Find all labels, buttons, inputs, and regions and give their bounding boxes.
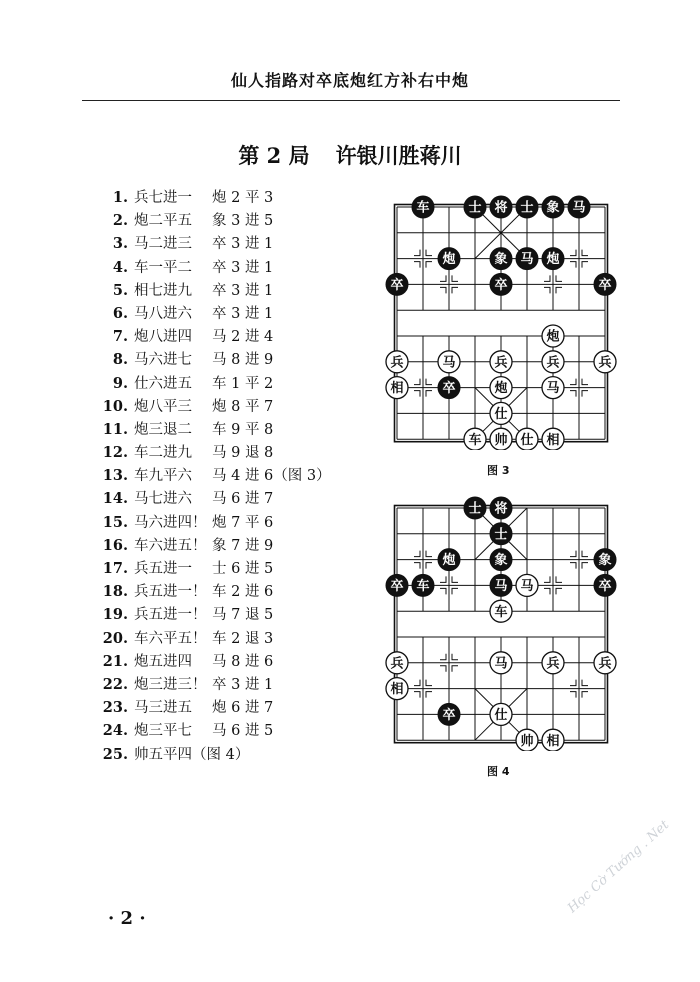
position-marker [452, 275, 458, 281]
position-marker [452, 576, 458, 582]
move-number: 1. [112, 189, 128, 206]
position-marker [582, 551, 588, 557]
black-move: 象 7 进 9 [212, 537, 274, 554]
piece-label: 炮 [546, 252, 560, 268]
black-move: 车 1 平 2 [212, 375, 274, 392]
position-marker [582, 391, 588, 397]
black-piece [490, 497, 512, 519]
piece-label: 马 [494, 579, 508, 594]
position-marker [582, 250, 588, 256]
red-piece [516, 574, 538, 596]
game-players: 许银川胜蒋川 [335, 143, 462, 168]
piece-label: 士 [520, 200, 534, 216]
black-move: 马 6 进 5 [212, 723, 274, 740]
red-move: 兵五进一 [134, 561, 192, 577]
black-move: 马 6 进 7 [212, 491, 274, 508]
move-number: 13. [102, 467, 128, 485]
piece-label: 将 [494, 501, 508, 517]
black-move: 炮 6 进 7 [212, 700, 274, 717]
piece-label: 卒 [442, 708, 456, 723]
position-marker [426, 379, 432, 385]
move-row [100, 348, 331, 371]
piece-label: 卒 [598, 278, 612, 293]
move-row [100, 372, 331, 395]
red-move: 车九平六 [134, 468, 192, 485]
red-move: 炮二平五 [134, 213, 192, 230]
red-piece [542, 428, 564, 450]
piece-label: 兵 [598, 355, 612, 371]
black-piece [542, 248, 564, 270]
piece-label: 将 [494, 200, 508, 216]
position-marker [414, 379, 420, 385]
move-number: 10. [102, 397, 128, 415]
red-piece [542, 377, 564, 399]
position-marker [440, 287, 446, 293]
position-marker [570, 563, 576, 569]
position-marker [544, 287, 550, 293]
running-header: 仙人指路对卒底炮红方补右中炮 [230, 71, 469, 90]
red-move: 兵五进一！ [134, 584, 207, 601]
black-piece [438, 549, 460, 571]
move-row [100, 441, 331, 464]
red-piece [464, 428, 486, 450]
red-move: 马三进五 [134, 700, 192, 717]
red-move: 帅五平四（图 4） [134, 746, 250, 763]
board-diagram-4 [380, 491, 620, 751]
piece-label: 马 [546, 381, 560, 397]
black-move: 卒 3 进 1 [212, 259, 274, 276]
red-move: 马六进四！ [134, 514, 207, 531]
position-marker [556, 275, 562, 281]
position-marker [570, 250, 576, 256]
black-move: 马 9 退 8 [212, 445, 274, 462]
move-row [100, 627, 331, 650]
position-marker [414, 563, 420, 569]
black-move: 卒 3 进 1 [212, 676, 274, 693]
black-piece [438, 377, 460, 399]
piece-label: 帅 [494, 432, 508, 448]
red-move: 车一平二 [134, 259, 192, 276]
board-svg [380, 190, 620, 450]
piece-label: 仕 [520, 432, 534, 448]
position-marker [426, 250, 432, 256]
move-row [100, 743, 331, 766]
black-piece [568, 196, 590, 218]
move-row [100, 511, 331, 534]
move-number: 21. [102, 652, 128, 670]
red-piece [490, 402, 512, 424]
position-marker [544, 275, 550, 281]
black-move: 马 4 进 6（图 3） [212, 468, 331, 485]
move-number: 7. [112, 328, 128, 346]
move-row [100, 279, 331, 302]
move-row [100, 418, 331, 441]
move-row [100, 534, 331, 557]
piece-label: 卒 [494, 278, 508, 293]
move-row [100, 603, 331, 626]
piece-label: 象 [494, 553, 508, 569]
position-marker [570, 379, 576, 385]
piece-label: 兵 [390, 656, 404, 672]
move-number: 3. [112, 235, 128, 253]
red-move: 车六平五！ [134, 630, 207, 647]
red-piece [490, 600, 512, 622]
piece-label: 仕 [494, 407, 508, 422]
black-piece [516, 196, 538, 218]
red-piece [594, 652, 616, 674]
red-move: 相七进九 [134, 282, 192, 299]
move-number: 6. [112, 304, 128, 322]
black-move: 马 8 进 6 [212, 653, 274, 670]
page-number: · 2 · [108, 908, 146, 929]
red-piece [490, 703, 512, 725]
piece-label: 兵 [546, 656, 560, 672]
move-row [100, 256, 331, 279]
position-marker [440, 654, 446, 660]
position-marker [570, 391, 576, 397]
black-piece [464, 497, 486, 519]
black-move: 车 2 退 3 [212, 630, 274, 647]
position-marker [414, 680, 420, 686]
piece-label: 车 [468, 432, 482, 448]
move-number: 8. [112, 351, 128, 369]
red-move: 马六进七 [134, 352, 192, 369]
piece-label: 车 [416, 579, 430, 594]
move-row [100, 487, 331, 510]
black-piece [412, 196, 434, 218]
piece-label: 相 [546, 733, 560, 749]
move-row [100, 557, 331, 580]
move-row [100, 325, 331, 348]
red-piece [490, 652, 512, 674]
watermark: Học Cờ Tướng . Net [565, 817, 673, 917]
game-title [0, 140, 700, 170]
red-move: 马二进三 [134, 236, 192, 253]
position-marker [452, 666, 458, 672]
position-marker [452, 588, 458, 594]
position-marker [414, 250, 420, 256]
red-move: 仕六进五 [134, 375, 192, 392]
piece-label: 卒 [390, 579, 404, 594]
position-marker [452, 654, 458, 660]
move-row [100, 209, 331, 232]
piece-label: 炮 [546, 329, 560, 345]
black-move: 卒 3 进 1 [212, 305, 274, 322]
move-number: 14. [102, 490, 128, 508]
red-move: 炮三平七 [134, 723, 192, 740]
piece-label: 炮 [494, 381, 508, 397]
position-marker [414, 551, 420, 557]
black-move: 车 2 进 6 [212, 584, 274, 601]
move-number: 20. [102, 629, 128, 647]
piece-label: 帅 [520, 733, 534, 749]
black-piece [516, 248, 538, 270]
piece-label: 象 [494, 252, 508, 268]
position-marker [426, 262, 432, 268]
position-marker [570, 262, 576, 268]
position-marker [556, 287, 562, 293]
black-piece [490, 574, 512, 596]
red-piece [438, 351, 460, 373]
black-piece [490, 549, 512, 571]
move-number: 19. [102, 606, 128, 624]
board-svg [380, 491, 620, 751]
board-diagram-3 [380, 190, 620, 450]
piece-label: 炮 [442, 553, 456, 569]
move-row [100, 696, 331, 719]
piece-label: 马 [494, 656, 508, 672]
black-move: 马 8 进 9 [212, 352, 274, 369]
red-piece [542, 351, 564, 373]
black-piece [542, 196, 564, 218]
black-piece [490, 196, 512, 218]
piece-label: 卒 [598, 579, 612, 594]
piece-label: 象 [598, 553, 612, 569]
move-number: 12. [102, 444, 128, 462]
red-piece [490, 377, 512, 399]
move-number: 22. [102, 675, 128, 693]
position-marker [426, 680, 432, 686]
position-marker [426, 551, 432, 557]
piece-label: 士 [494, 527, 508, 543]
red-move: 炮五进四 [134, 653, 192, 670]
red-piece [594, 351, 616, 373]
position-marker [440, 666, 446, 672]
piece-label: 相 [390, 682, 404, 698]
piece-label: 士 [468, 200, 482, 216]
position-marker [582, 379, 588, 385]
move-list [100, 186, 331, 766]
piece-label: 相 [546, 432, 560, 448]
move-number: 2. [112, 212, 128, 230]
piece-label: 兵 [494, 355, 508, 371]
move-number: 23. [102, 699, 128, 717]
move-number: 24. [102, 722, 128, 740]
black-move: 车 9 平 8 [212, 421, 274, 438]
red-move: 炮三退二 [134, 421, 192, 438]
red-piece [386, 377, 408, 399]
black-piece [490, 248, 512, 270]
black-piece [412, 574, 434, 596]
red-move: 炮三进三！ [134, 676, 207, 693]
piece-label: 仕 [494, 708, 508, 723]
black-move: 炮 8 平 7 [212, 398, 274, 415]
red-piece [542, 729, 564, 751]
red-move: 车二进九 [134, 445, 192, 462]
move-row [100, 302, 331, 325]
red-move: 兵七进一 [134, 190, 192, 206]
move-row [100, 232, 331, 255]
move-row [100, 186, 331, 209]
move-row [100, 719, 331, 742]
position-marker [582, 692, 588, 698]
red-move: 马七进六 [134, 491, 192, 508]
game-number: 第 2 局 [238, 143, 310, 168]
move-number: 9. [112, 374, 128, 392]
red-piece [516, 428, 538, 450]
piece-label: 车 [416, 200, 430, 216]
black-move: 卒 3 进 1 [212, 236, 274, 253]
black-piece [386, 574, 408, 596]
black-piece [438, 703, 460, 725]
piece-label: 兵 [546, 355, 560, 371]
piece-label: 兵 [598, 656, 612, 672]
black-piece [594, 574, 616, 596]
position-marker [570, 680, 576, 686]
piece-label: 马 [572, 200, 586, 216]
black-piece [386, 273, 408, 295]
board-caption: 图 4 [487, 765, 510, 778]
black-piece [464, 196, 486, 218]
black-piece [594, 549, 616, 571]
move-row [100, 650, 331, 673]
board-caption: 图 3 [487, 464, 510, 477]
black-move: 马 2 进 4 [212, 329, 274, 346]
position-marker [544, 576, 550, 582]
red-piece [542, 652, 564, 674]
black-piece [490, 273, 512, 295]
move-row [100, 673, 331, 696]
black-move: 马 7 退 5 [212, 607, 274, 624]
red-piece [386, 678, 408, 700]
position-marker [426, 563, 432, 569]
position-marker [452, 287, 458, 293]
move-number: 16. [102, 536, 128, 554]
position-marker [556, 588, 562, 594]
piece-label: 卒 [442, 381, 456, 397]
move-number: 25. [102, 745, 128, 763]
position-marker [440, 576, 446, 582]
position-marker [426, 692, 432, 698]
move-number: 18. [102, 583, 128, 601]
black-piece [594, 273, 616, 295]
position-marker [582, 262, 588, 268]
position-marker [556, 576, 562, 582]
move-number: 15. [102, 513, 128, 531]
position-marker [414, 391, 420, 397]
red-piece [386, 351, 408, 373]
red-move: 车六进五！ [134, 537, 207, 554]
position-marker [414, 692, 420, 698]
move-row [100, 395, 331, 418]
position-marker [570, 692, 576, 698]
piece-label: 马 [520, 252, 534, 268]
move-number: 11. [102, 420, 128, 438]
red-piece [386, 652, 408, 674]
position-marker [582, 563, 588, 569]
black-move: 炮 7 平 6 [212, 514, 274, 531]
position-marker [544, 588, 550, 594]
black-piece [438, 248, 460, 270]
piece-label: 相 [390, 381, 404, 397]
piece-label: 象 [546, 200, 560, 216]
position-marker [440, 588, 446, 594]
piece-label: 炮 [442, 252, 456, 268]
move-number: 17. [102, 560, 128, 577]
red-piece [490, 351, 512, 373]
black-move: 炮 2 平 3 [212, 190, 274, 206]
red-move: 兵五进一！ [134, 607, 207, 624]
black-move: 卒 3 进 1 [212, 282, 274, 299]
red-piece [490, 428, 512, 450]
piece-label: 卒 [390, 278, 404, 293]
move-row [100, 580, 331, 603]
position-marker [570, 551, 576, 557]
black-piece [490, 523, 512, 545]
red-move: 炮八平三 [134, 398, 192, 415]
move-row [100, 464, 331, 487]
red-piece [516, 729, 538, 751]
black-move: 士 6 进 5 [212, 561, 274, 577]
piece-label: 士 [468, 501, 482, 517]
piece-label: 马 [442, 355, 456, 371]
red-move: 炮八进四 [134, 329, 192, 346]
position-marker [414, 262, 420, 268]
black-move: 象 3 进 5 [212, 213, 274, 230]
red-move: 马八进六 [134, 305, 192, 322]
header-rule [82, 100, 620, 101]
piece-label: 马 [520, 579, 534, 594]
move-number: 5. [112, 281, 128, 299]
position-marker [440, 275, 446, 281]
move-number: 4. [112, 258, 128, 276]
red-piece [542, 325, 564, 347]
position-marker [582, 680, 588, 686]
position-marker [426, 391, 432, 397]
piece-label: 兵 [390, 355, 404, 371]
piece-label: 车 [494, 604, 508, 620]
